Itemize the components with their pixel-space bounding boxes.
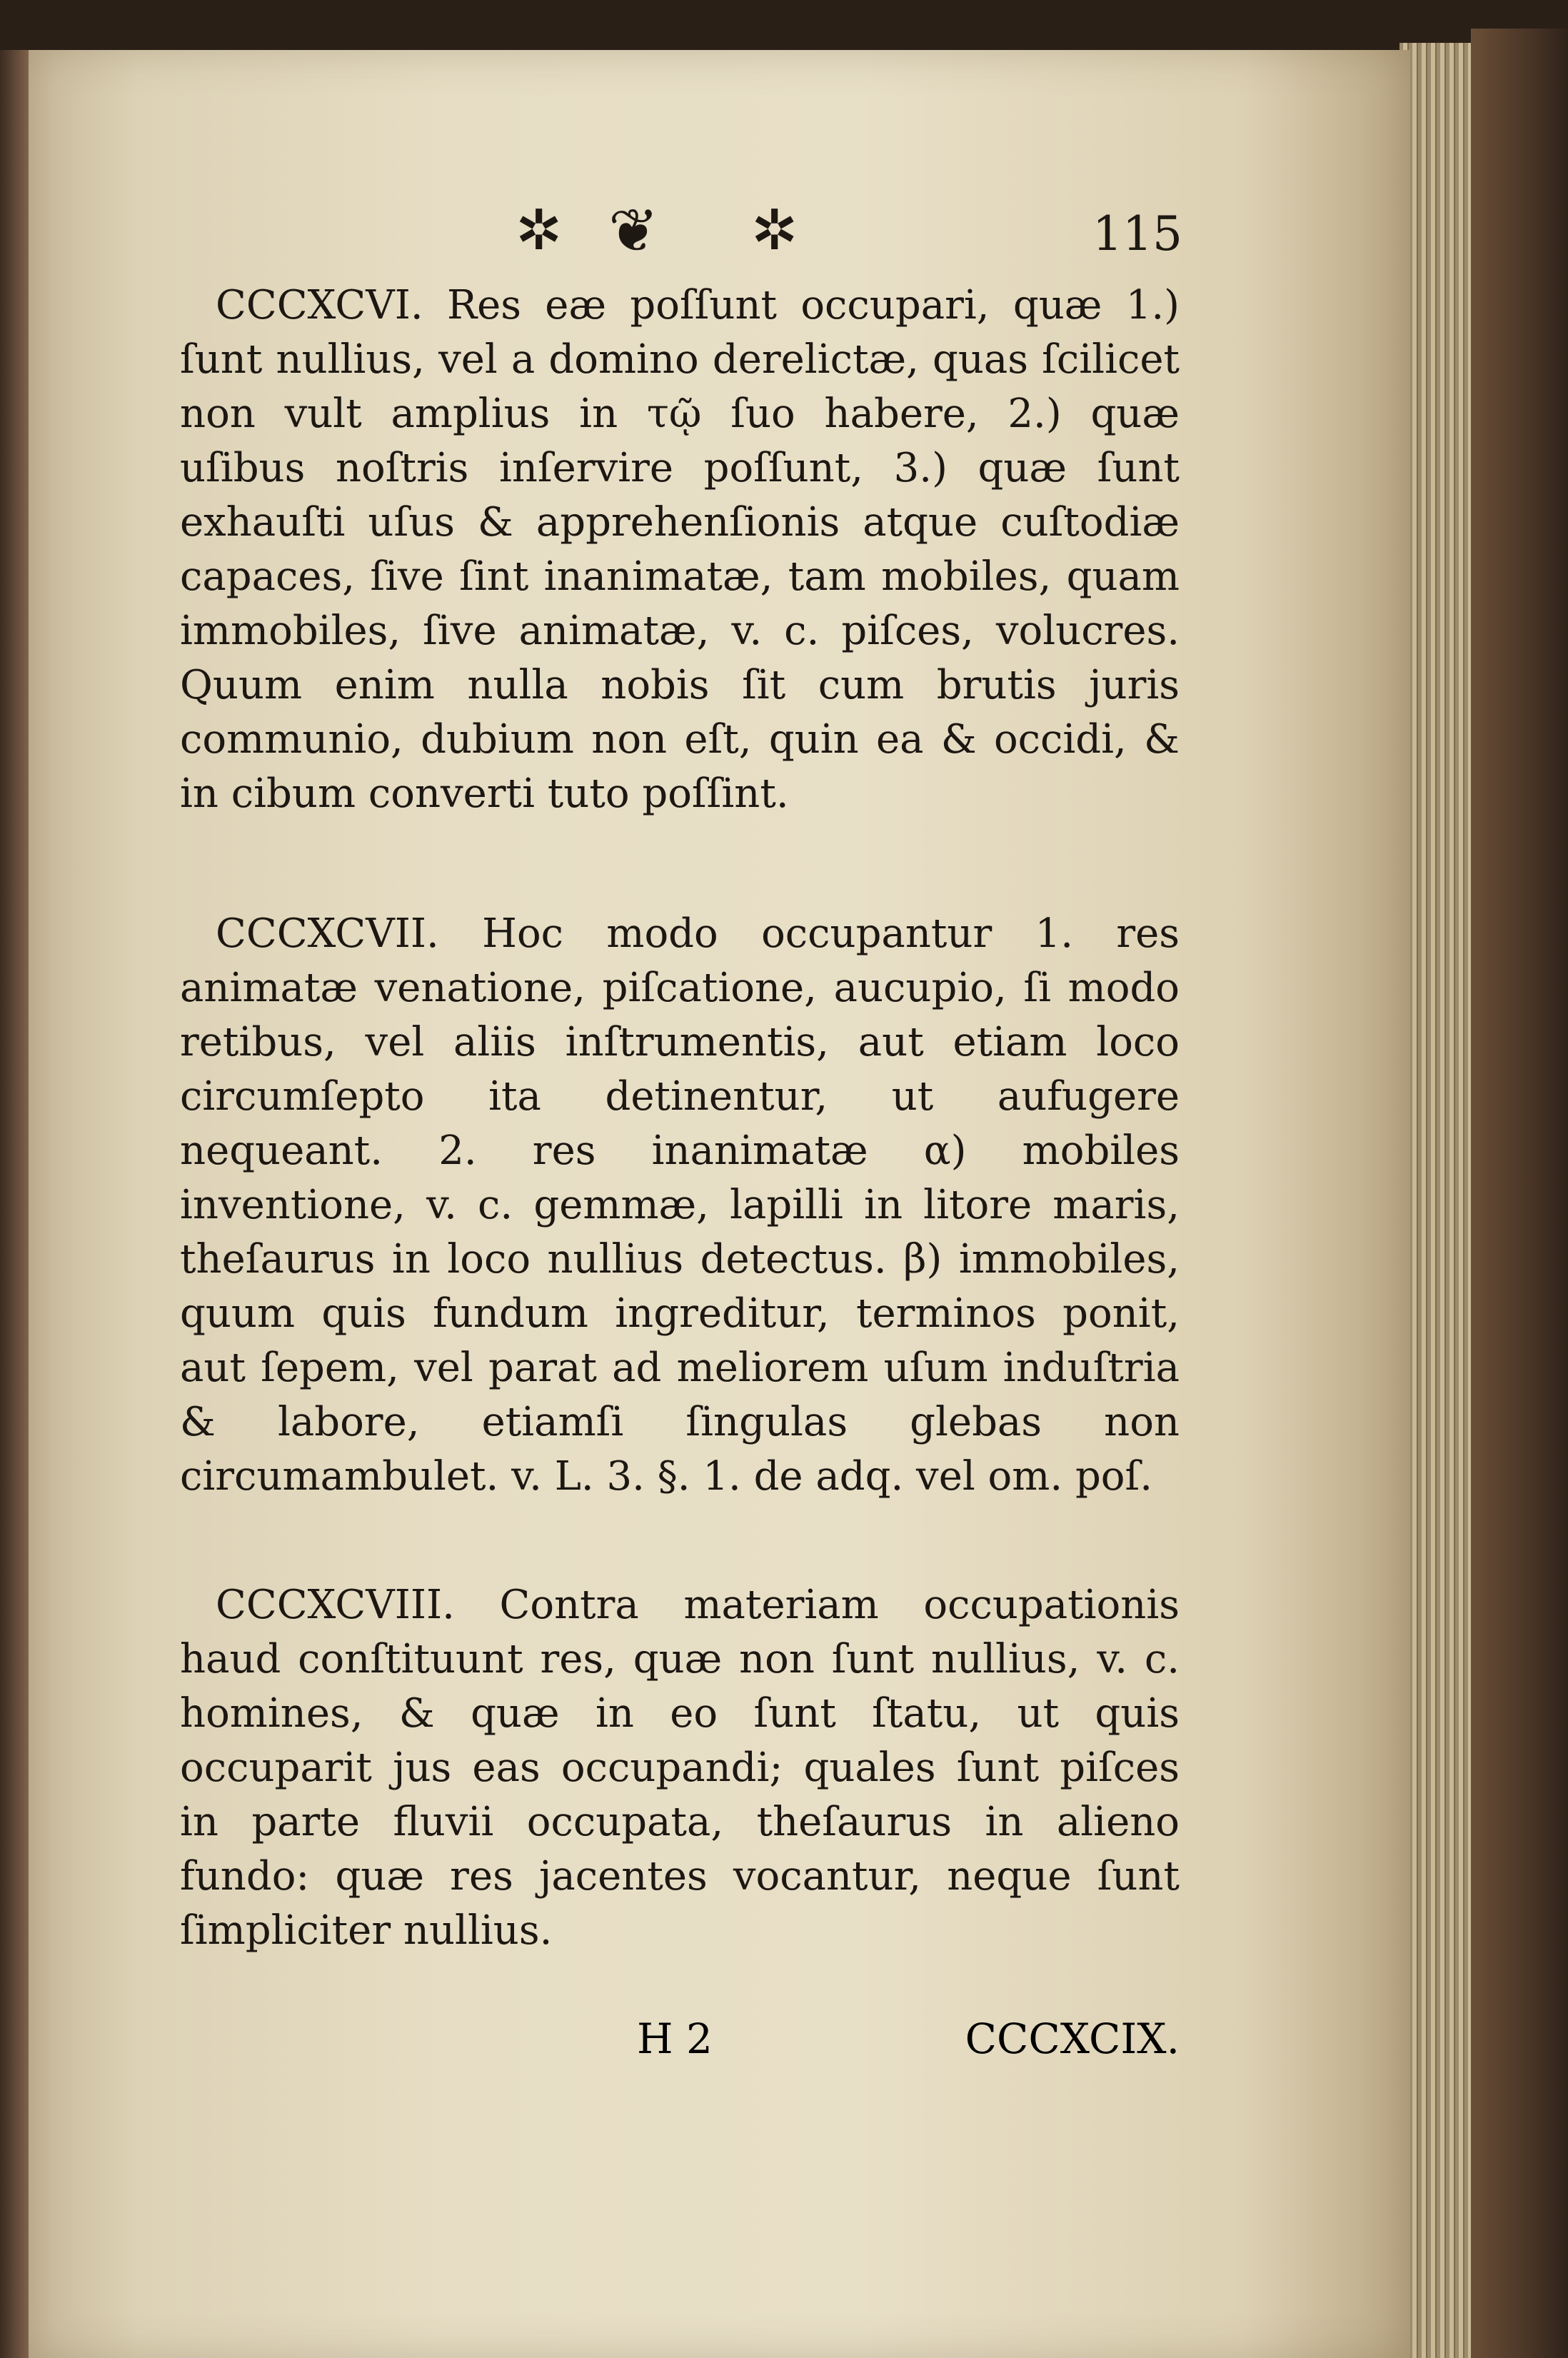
signature-mark: H 2 [637,2015,713,2063]
page-footer [180,2007,1180,2078]
paragraph-number: CCCXCVIII. [216,1582,455,1628]
paragraph-cccxcvii [180,907,1180,1504]
catchword: CCCXCIX. [965,2015,1180,2063]
page-header [180,191,1180,270]
ornament-left-icon: ✲ [516,199,563,263]
paragraph-text: Res eæ poſſunt occupari, quæ 1.) ſunt nullius, vel a domino derelictæ, quas ſcilicet non vult amplius in τῷ ſuo habere, 2.) quæ uſibus noſtris inſervire poſſunt, 3.) quæ ſunt exhauſti uſus & apprehenſionis atque cuſtodiæ capaces, ſive ſint inanimatæ, tam mobiles, quam immobiles, ſive animatæ, v. c. piſces, volucres. Quum enim nulla nobis ſit cum brutis juris communio, dubium non eſt, quin ea & occidi, & in cibum converti tuto poſſint. [180,282,1180,817]
paragraph-number: CCCXCVII. [216,910,439,957]
paragraph-text: Hoc modo occupantur 1. res animatæ venatione, piſcatione, aucupio, ſi modo retibus, vel aliis inſtrumentis, aut etiam loco circumſepto ita detinentur, ut aufugere nequeant. 2. res inanimatæ α) mobiles inventione, v. c. gemmæ, lapilli in litore maris, theſaurus in loco nullius detectus. β) immobiles, quum quis fundum ingreditur, terminos ponit, aut ſepem, vel parat ad meliorem uſum induſtria & labore, etiamſi ſingulas glebas non circumambulet. v. L. 3. §. 1. de adq. vel om. poſ. [180,910,1180,1500]
paragraph-cccxcvi [180,279,1180,821]
ornament-center-icon: ❦ [608,196,659,266]
paragraph-cccxcviii [180,1578,1180,1958]
paragraph-number: CCCXCVI. [216,282,423,328]
ornament-right-icon: ✲ [751,199,798,263]
page-number: 115 [1092,206,1182,261]
paragraph-text: Contra materiam occupationis haud conſtituunt res, quæ non ſunt nullius, v. c. homines, & quæ in eo ſunt ſtatu, ut quis occuparit jus eas occupandi; quales ſunt piſces in parte fluvii occupata, theſaurus in alieno fundo: quæ res jacentes vocantur, neque ſunt ſimpliciter nullius. [180,1582,1180,1954]
book-cover-edge [1471,29,1568,2358]
